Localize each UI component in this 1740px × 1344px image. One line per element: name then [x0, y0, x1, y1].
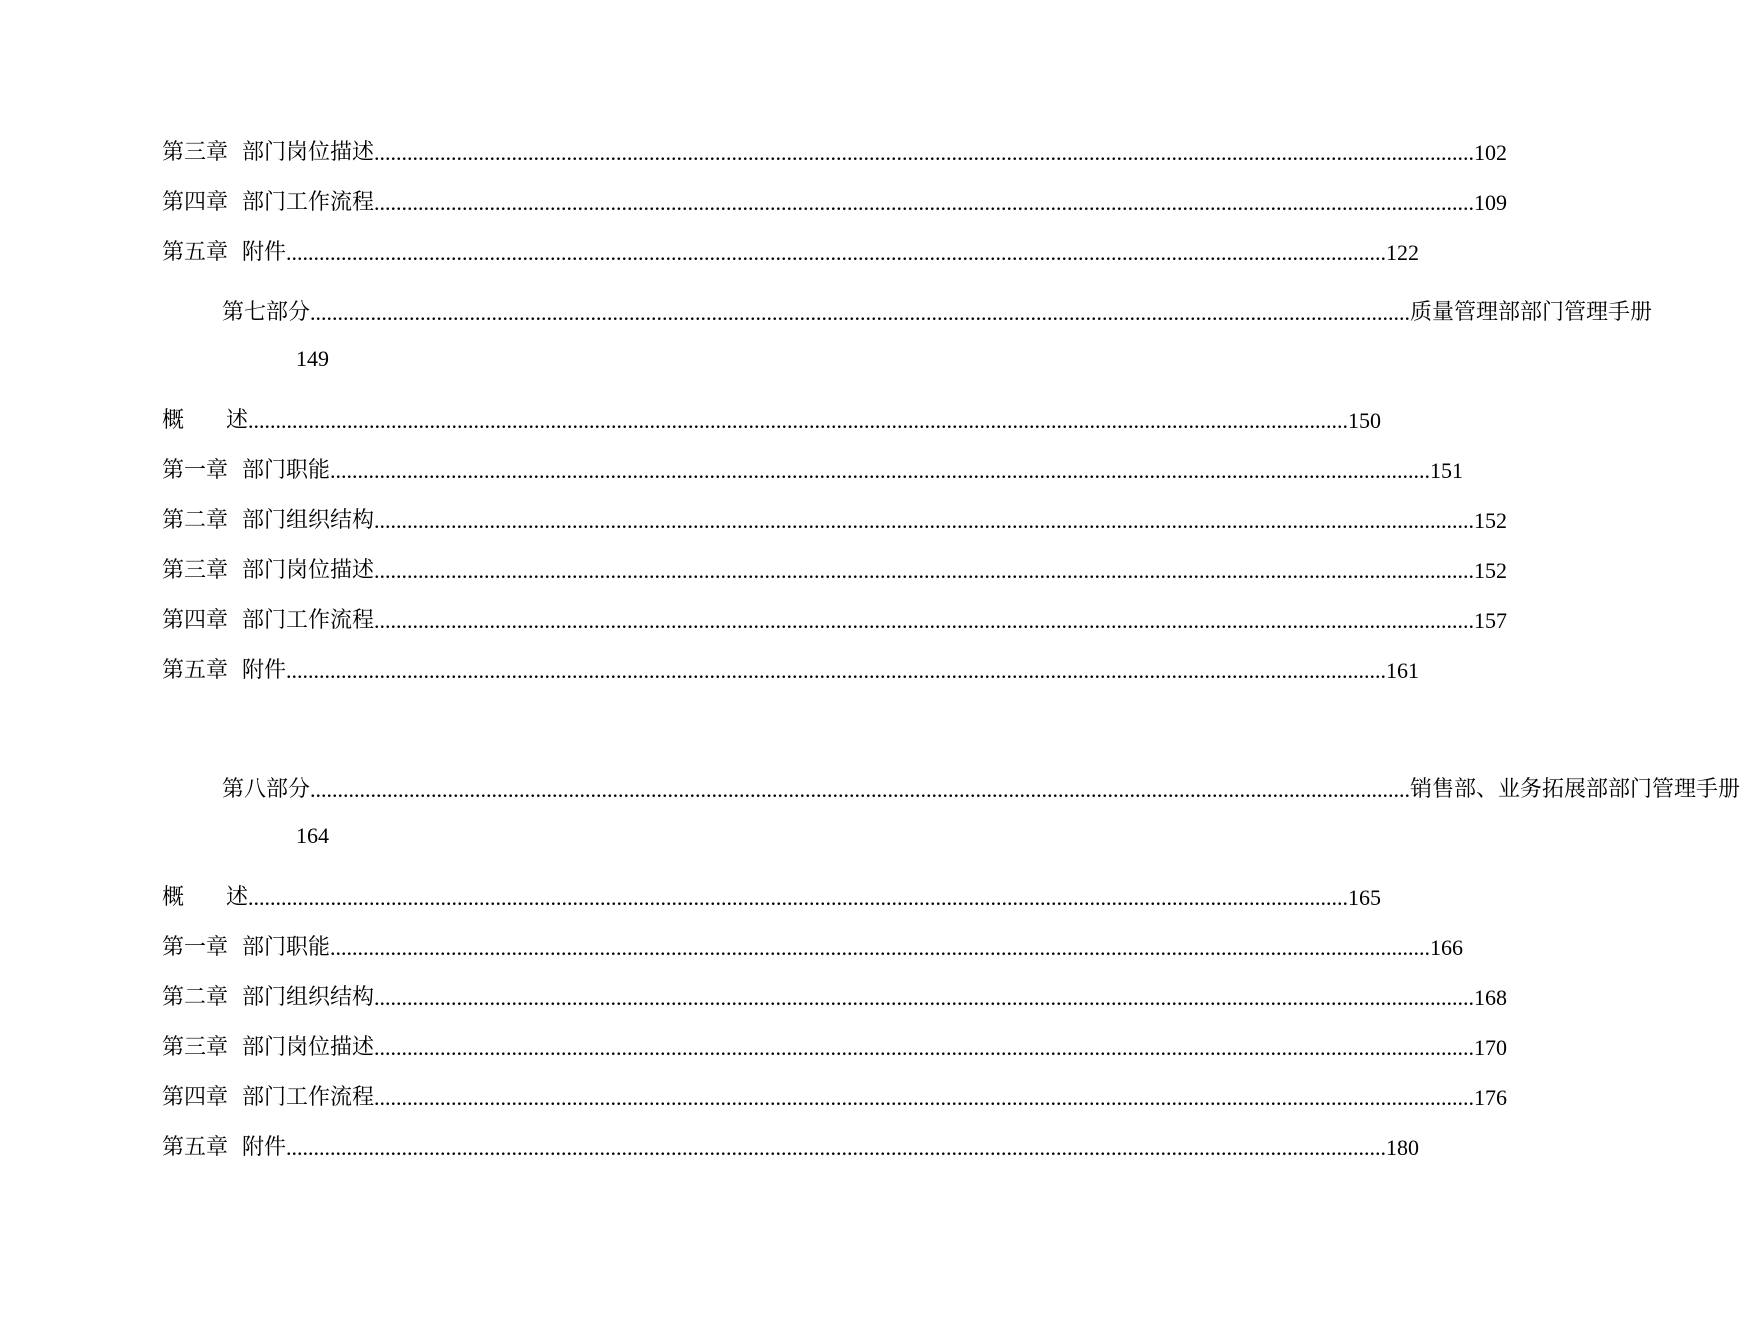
page-number: 176 [1474, 1085, 1508, 1110]
chapter-number: 第五章 [162, 240, 229, 265]
leader-dots: ........................................................................................................................................................................................................ [374, 1035, 1475, 1060]
page-number: 165 [1348, 885, 1382, 910]
chapter-title: 部门组织结构 [242, 985, 375, 1010]
chapter-number: 第四章 [162, 1085, 229, 1110]
leader-dots: ........................................................................................................................................................................................................ [286, 1135, 1387, 1160]
chapter-title: 附件 [242, 658, 287, 683]
leader-dots: ........................................................................................................................................................................................................ [286, 658, 1387, 683]
toc-entry[interactable] [162, 234, 1420, 268]
toc-entry-overview[interactable] [162, 879, 1382, 913]
chapter-title: 附件 [242, 240, 287, 265]
leader-dots: ........................................................................................................................................................................................................ [310, 300, 1411, 325]
chapter-title: 部门岗位描述 [242, 140, 375, 165]
toc-part-heading[interactable] [222, 294, 1653, 328]
chapter-title: 部门组织结构 [242, 508, 375, 533]
chapter-number: 第二章 [162, 985, 229, 1010]
chapter-number: 第四章 [162, 190, 229, 215]
page-number: 102 [1474, 140, 1508, 165]
toc-part-heading[interactable] [222, 771, 1740, 805]
leader-dots: ........................................................................................................................................................................................................ [374, 608, 1475, 633]
toc-entry[interactable] [162, 602, 1508, 636]
chapter-number: 第一章 [162, 458, 229, 483]
chapter-number: 第五章 [162, 658, 229, 683]
leader-dots: ........................................................................................................................................................................................................ [330, 458, 1431, 483]
overview-char: 概 [162, 885, 185, 910]
chapter-title: 部门职能 [242, 935, 331, 960]
page-number: 157 [1474, 608, 1508, 633]
chapter-number: 第二章 [162, 508, 229, 533]
page-number: 122 [1386, 240, 1420, 265]
toc-entry[interactable] [162, 1079, 1508, 1113]
leader-dots: ........................................................................................................................................................................................................ [310, 777, 1411, 802]
leader-dots: ........................................................................................................................................................................................................ [374, 508, 1475, 533]
chapter-title: 部门工作流程 [242, 1085, 375, 1110]
leader-dots: ........................................................................................................................................................................................................ [286, 240, 1387, 265]
toc-entry[interactable] [162, 134, 1508, 168]
chapter-number: 第三章 [162, 140, 229, 165]
leader-dots: ........................................................................................................................................................................................................ [374, 985, 1475, 1010]
toc-entry[interactable] [162, 1129, 1420, 1163]
page-number: 170 [1474, 1035, 1508, 1060]
page-number: 152 [1474, 508, 1508, 533]
chapter-title: 部门岗位描述 [242, 1035, 375, 1060]
leader-dots: ........................................................................................................................................................................................................ [248, 408, 1349, 433]
chapter-title: 附件 [242, 1135, 287, 1160]
toc-entry-overview[interactable] [162, 402, 1382, 436]
page-number: 168 [1474, 985, 1508, 1010]
chapter-title: 部门工作流程 [242, 190, 375, 215]
leader-dots: ........................................................................................................................................................................................................ [330, 935, 1431, 960]
part-label: 第八部分 [222, 777, 311, 802]
page-number: 109 [1474, 190, 1508, 215]
page-number: 151 [1430, 458, 1464, 483]
leader-dots: ........................................................................................................................................................................................................ [374, 558, 1475, 583]
chapter-title: 部门工作流程 [242, 608, 375, 633]
toc-entry[interactable] [162, 929, 1464, 963]
page-number: 152 [1474, 558, 1508, 583]
overview-char: 述 [226, 408, 249, 433]
leader-dots: ........................................................................................................................................................................................................ [374, 190, 1475, 215]
chapter-number: 第三章 [162, 558, 229, 583]
overview-char: 概 [162, 408, 185, 433]
leader-dots: ........................................................................................................................................................................................................ [374, 140, 1475, 165]
toc-entry[interactable] [162, 979, 1508, 1013]
part-title: 质量管理部部门管理手册 [1410, 300, 1653, 325]
page-number: 150 [1348, 408, 1382, 433]
chapter-number: 第五章 [162, 1135, 229, 1160]
part-page-number: 149 [296, 346, 329, 371]
toc-entry[interactable] [162, 1029, 1508, 1063]
toc-entry[interactable] [162, 502, 1508, 536]
page-number: 161 [1386, 658, 1420, 683]
page-number: 166 [1430, 935, 1464, 960]
chapter-title: 部门职能 [242, 458, 331, 483]
page-number: 180 [1386, 1135, 1420, 1160]
leader-dots: ........................................................................................................................................................................................................ [248, 885, 1349, 910]
chapter-number: 第一章 [162, 935, 229, 960]
chapter-title: 部门岗位描述 [242, 558, 375, 583]
chapter-number: 第三章 [162, 1035, 229, 1060]
toc-entry[interactable] [162, 652, 1420, 686]
overview-char: 述 [226, 885, 249, 910]
toc-entry[interactable] [162, 452, 1464, 486]
chapter-number: 第四章 [162, 608, 229, 633]
part-label: 第七部分 [222, 300, 311, 325]
toc-entry[interactable] [162, 184, 1508, 218]
part-page-number: 164 [296, 823, 329, 848]
part-title: 销售部、业务拓展部部门管理手册 [1410, 777, 1740, 802]
leader-dots: ........................................................................................................................................................................................................ [374, 1085, 1475, 1110]
toc-entry[interactable] [162, 552, 1508, 586]
